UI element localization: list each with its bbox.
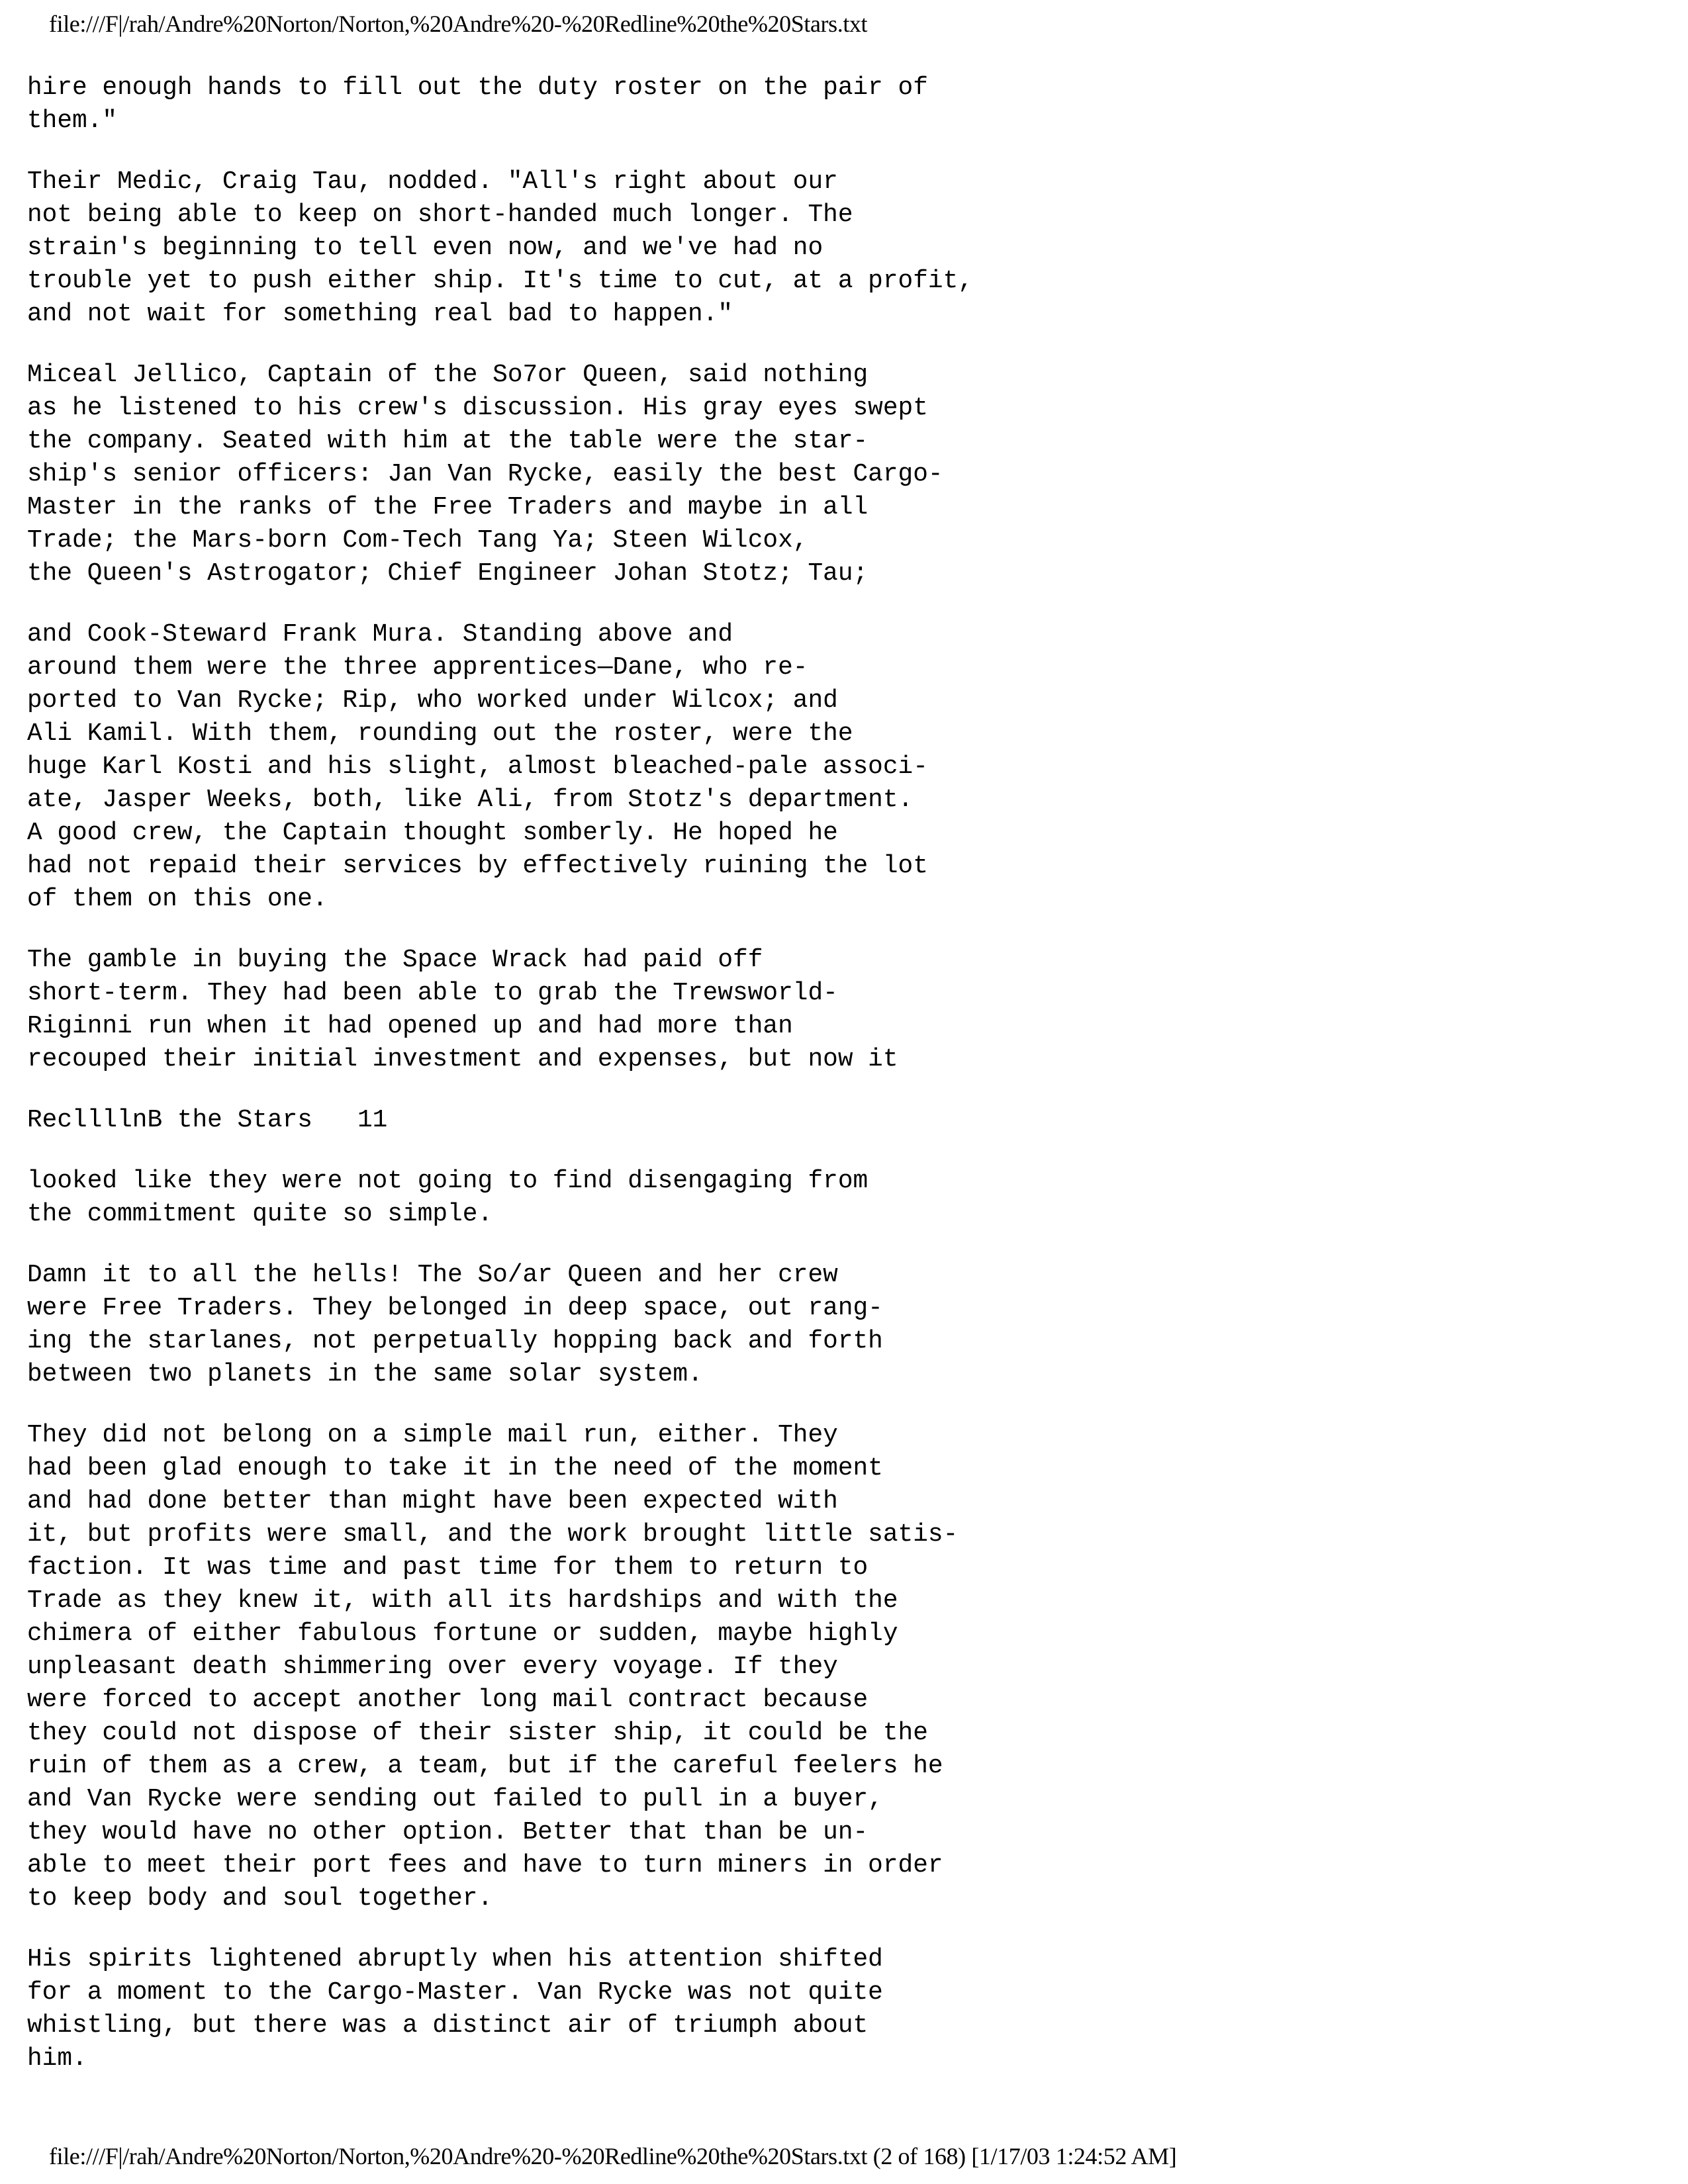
text-line: not being able to keep on short-handed much longer. The xyxy=(27,201,853,229)
paragraph xyxy=(27,359,1656,590)
text-line: short-term. They had been able to grab the Trewsworld- xyxy=(27,979,838,1007)
text-line: the Queen's Astrogator; Chief Engineer Johan Stotz; Tau; xyxy=(27,560,868,588)
text-line: as he listened to his crew's discussion. His gray eyes swept xyxy=(27,394,928,422)
text-line: and not wait for something real bad to happen." xyxy=(27,300,733,328)
header-file-url: file:///F|/rah/Andre%20Norton/Norton,%20Andre%20-%20Redline%20the%20Stars.txt xyxy=(49,11,868,37)
paragraph xyxy=(27,1419,1656,1915)
text-line: the commitment quite so simple. xyxy=(27,1201,493,1228)
text-line: ing the starlanes, not perpetually hopping back and forth xyxy=(27,1328,883,1355)
text-line: unpleasant death shimmering over every voyage. If they xyxy=(27,1653,838,1681)
footer-file-url: file:///F|/rah/Andre%20Norton/Norton,%20Andre%20-%20Redline%20the%20Stars.txt (2 of 168) [1/17/03 1:24:52 AM] xyxy=(49,2143,1177,2169)
text-line: Their Medic, Craig Tau, nodded. "All's right about our xyxy=(27,168,838,196)
text-line: him. xyxy=(27,2045,87,2073)
text-line: and Van Rycke were sending out failed to pull in a buyer, xyxy=(27,1786,883,1813)
text-line: The gamble in buying the Space Wrack had paid off xyxy=(27,946,763,974)
text-line: they could not dispose of their sister ship, it could be the xyxy=(27,1719,928,1747)
text-line: ported to Van Rycke; Rip, who worked under Wilcox; and xyxy=(27,687,838,715)
text-line: faction. It was time and past time for them to return to xyxy=(27,1554,868,1582)
text-line: able to meet their port fees and have to turn miners in order xyxy=(27,1852,943,1880)
paragraph xyxy=(27,944,1656,1076)
text-line: RecllllnB the Stars 11 xyxy=(27,1107,388,1134)
text-line: ruin of them as a crew, a team, but if the careful feelers he xyxy=(27,1752,943,1780)
text-line: strain's beginning to tell even now, and we've had no xyxy=(27,234,823,262)
paragraph xyxy=(27,618,1656,916)
paragraph xyxy=(27,1259,1656,1391)
text-line: chimera of either fabulous fortune or sudden, maybe highly xyxy=(27,1620,898,1648)
document-body xyxy=(27,71,1656,2103)
text-line: were forced to accept another long mail contract because xyxy=(27,1686,868,1714)
text-line: Master in the ranks of the Free Traders and maybe in all xyxy=(27,494,868,522)
text-line: to keep body and soul together. xyxy=(27,1885,493,1913)
text-line: for a moment to the Cargo-Master. Van Rycke was not quite xyxy=(27,1979,883,2007)
text-line: between two planets in the same solar system. xyxy=(27,1361,703,1388)
text-line: it, but profits were small, and the work brought little satis- xyxy=(27,1521,959,1549)
text-line: and Cook-Steward Frank Mura. Standing above and xyxy=(27,621,733,649)
text-line: huge Karl Kosti and his slight, almost bleached-pale associ- xyxy=(27,753,928,781)
text-line: Miceal Jellico, Captain of the So7or Queen, said nothing xyxy=(27,361,868,389)
text-line: looked like they were not going to find disengaging from xyxy=(27,1167,868,1195)
paragraph xyxy=(27,1943,1656,2075)
text-line: ship's senior officers: Jan Van Rycke, easily the best Cargo- xyxy=(27,461,943,488)
text-line: them." xyxy=(27,107,118,135)
text-line: Ali Kamil. With them, rounding out the roster, were the xyxy=(27,720,853,748)
paragraph xyxy=(27,1104,1656,1137)
text-line: whistling, but there was a distinct air of triumph about xyxy=(27,2012,868,2040)
text-line: Riginni run when it had opened up and had more than xyxy=(27,1013,793,1040)
text-line: hire enough hands to fill out the duty roster on the pair of xyxy=(27,74,928,102)
paragraph xyxy=(27,71,1656,138)
text-line: around them were the three apprentices—Dane, who re- xyxy=(27,654,808,682)
paragraph xyxy=(27,1165,1656,1231)
text-line: they would have no other option. Better that than be un- xyxy=(27,1819,868,1846)
text-line: of them on this one. xyxy=(27,886,328,913)
text-line: recouped their initial investment and expenses, but now it xyxy=(27,1046,898,1073)
text-line: Trade as they knew it, with all its hardships and with the xyxy=(27,1587,898,1615)
text-line: They did not belong on a simple mail run, either. They xyxy=(27,1422,838,1449)
text-line: trouble yet to push either ship. It's time to cut, at a profit, xyxy=(27,267,973,295)
text-line: had not repaid their services by effectively ruining the lot xyxy=(27,852,928,880)
text-line: Damn it to all the hells! The So/ar Queen and her crew xyxy=(27,1261,838,1289)
text-line: had been glad enough to take it in the need of the moment xyxy=(27,1455,883,1482)
text-line: the company. Seated with him at the table were the star- xyxy=(27,428,868,455)
text-line: His spirits lightened abruptly when his attention shifted xyxy=(27,1946,883,1974)
text-line: A good crew, the Captain thought somberly. He hoped he xyxy=(27,819,838,847)
paragraph xyxy=(27,165,1656,331)
text-line: were Free Traders. They belonged in deep space, out rang- xyxy=(27,1295,883,1322)
text-line: ate, Jasper Weeks, both, like Ali, from Stotz's department. xyxy=(27,786,914,814)
text-line: Trade; the Mars-born Com-Tech Tang Ya; Steen Wilcox, xyxy=(27,527,808,555)
text-line: and had done better than might have been expected with xyxy=(27,1488,838,1516)
